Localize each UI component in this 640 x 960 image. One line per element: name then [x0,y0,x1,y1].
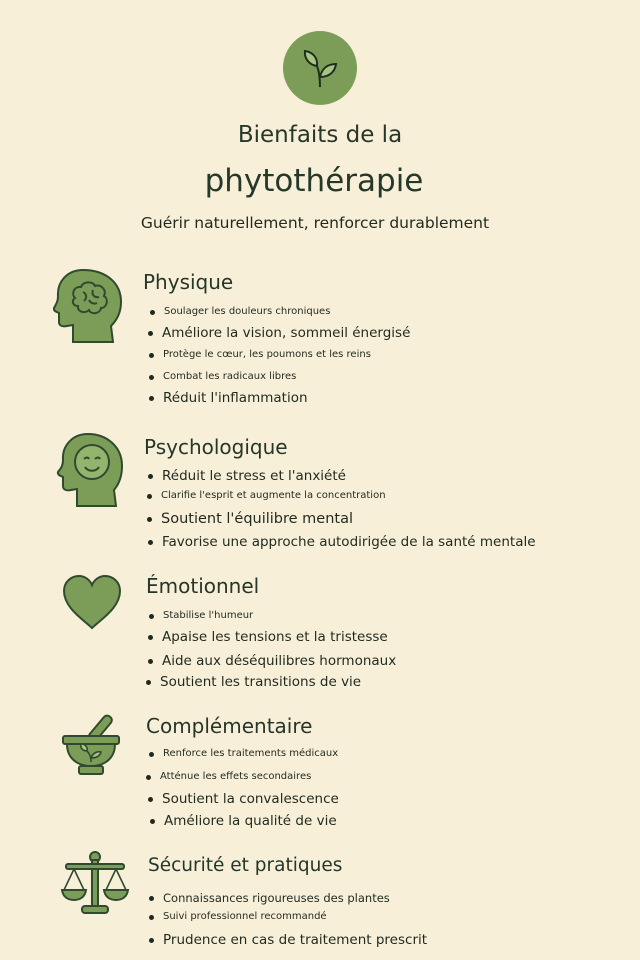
section-title-emotionnel: Émotionnel [146,574,260,598]
list-item: Améliore la qualité de vie [164,813,337,829]
smiling-head-icon [56,432,124,512]
list-item: Suivi professionnel recommandé [163,911,327,922]
list-item: Soutient l'équilibre mental [161,511,354,527]
page-title-line1: Bienfaits de la [237,122,403,148]
list-item: Réduit le stress et l'anxiété [162,468,346,484]
list-item: Stabilise l'humeur [163,610,254,621]
list-item: Apaise les tensions et la tristesse [162,629,388,645]
list-item: Soutient la convalescence [162,791,339,807]
section-title-physique: Physique [143,270,234,294]
section-title-securite: Sécurité et pratiques [148,855,343,876]
list-item: Aide aux déséquilibres hormonaux [162,653,397,669]
list-item: Combat les radicaux libres [163,371,297,382]
list-item: Favorise une approche autodirigée de la santé mentale [162,534,536,550]
section-title-complementaire: Complémentaire [146,714,313,738]
list-item: Connaissances rigoureuses des plantes [163,891,390,905]
scales-icon [60,850,130,920]
list-item: Protège le cœur, les poumons et les reins [163,349,371,360]
brain-head-icon [53,268,123,348]
section-title-psychologique: Psychologique [144,435,288,459]
heart-icon [62,574,122,634]
list-item: Prudence en cas de traitement prescrit [163,932,428,948]
list-item: Soutient les transitions de vie [160,674,362,690]
list-item: Clarifie l'esprit et augmente la concentration [161,490,386,501]
page-title-line2: phytothérapie [204,163,424,199]
list-item: Atténue les effets secondaires [160,771,312,782]
list-item: Renforce les traitements médicaux [163,748,339,759]
list-item: Améliore la vision, sommeil énergisé [162,325,411,341]
page-subtitle: Guérir naturellement, renforcer durablement [140,214,490,232]
list-item: Soulager les douleurs chroniques [164,306,331,317]
mortar-pestle-icon [60,710,124,782]
leaf-logo-icon [283,31,357,105]
list-item: Réduit l'inflammation [163,390,308,406]
